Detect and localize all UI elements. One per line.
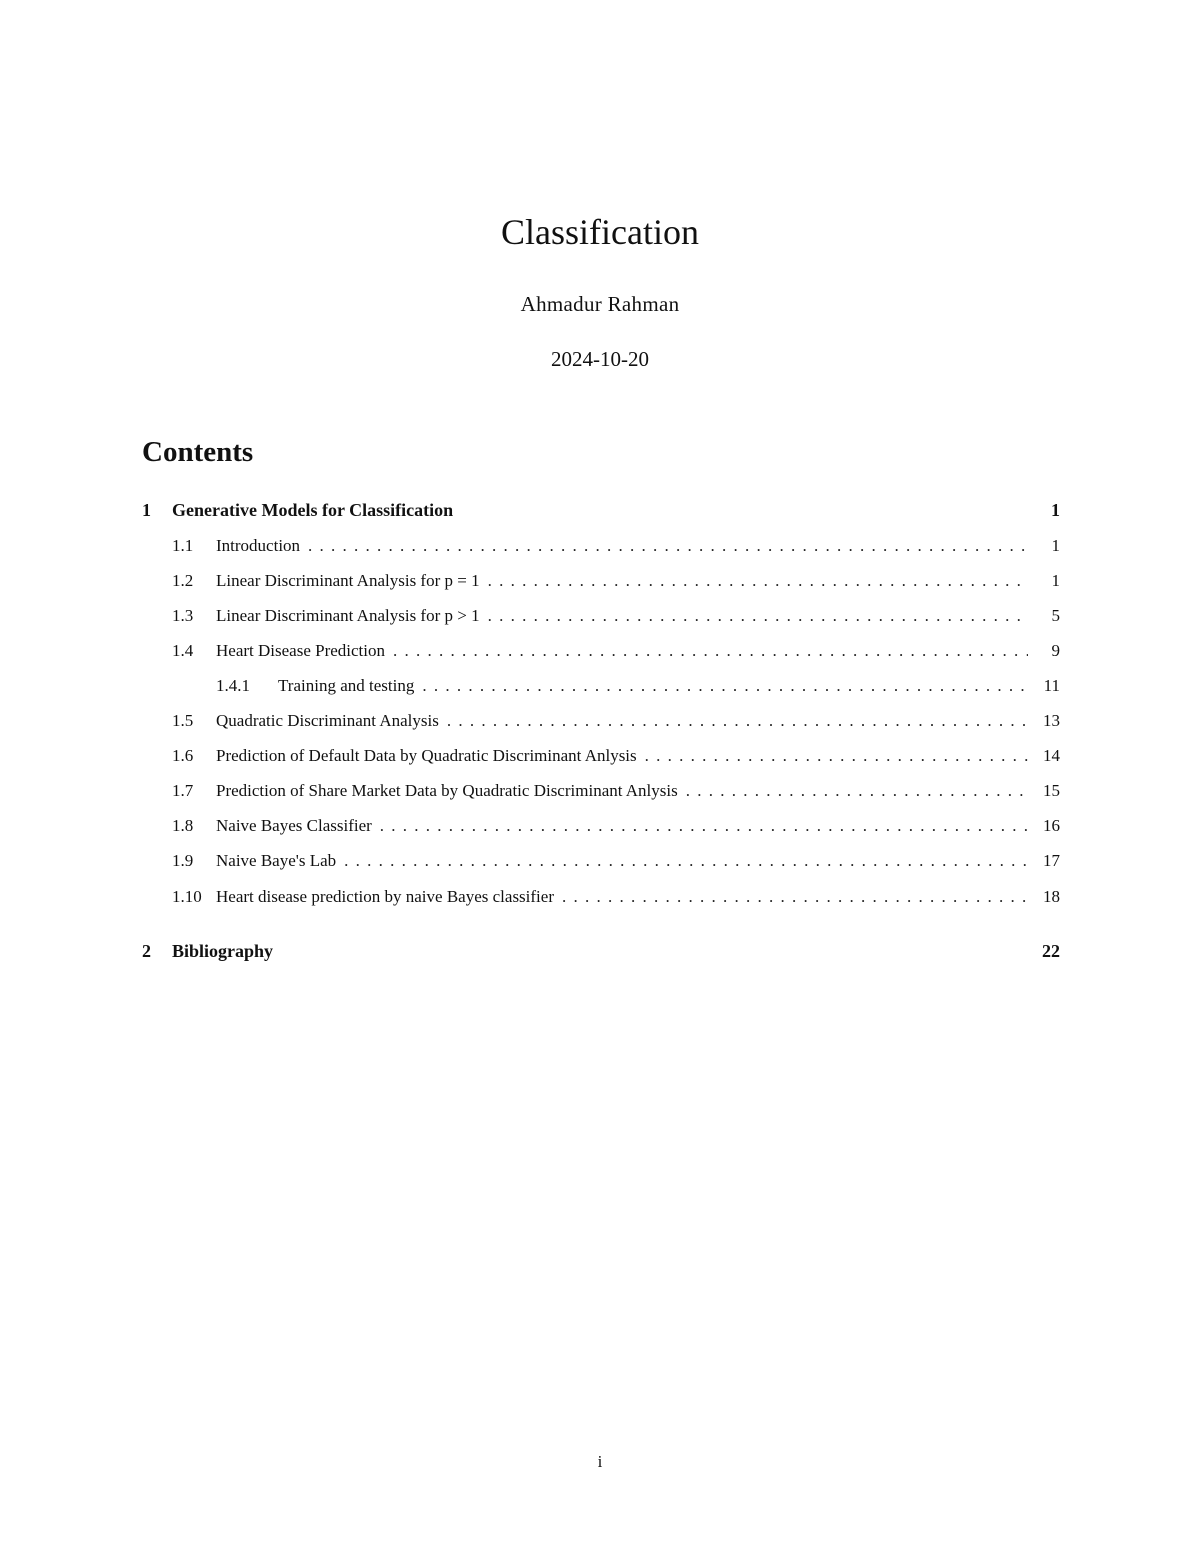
- toc-entry-label: Heart disease prediction by naive Bayes classifier: [216, 887, 554, 906]
- toc-entry-section-1-7[interactable]: [142, 777, 1060, 805]
- toc-entry-page: 14: [1043, 746, 1060, 765]
- toc-leader-dots: [393, 637, 1028, 665]
- contents-heading: Contents: [142, 436, 254, 468]
- toc-entry-page: 5: [1051, 606, 1060, 625]
- toc-leader-dots: [308, 532, 1028, 560]
- toc-entry-label: Linear Discriminant Analysis for p > 1: [216, 606, 480, 625]
- toc-entry-label: Prediction of Default Data by Quadratic Discriminant Anlysis: [216, 746, 637, 765]
- document-date: 2024-10-20: [551, 347, 649, 371]
- toc-entry-page: 16: [1043, 816, 1060, 835]
- toc-entry-section-1-1[interactable]: [142, 532, 1060, 560]
- toc-leader-dots: [488, 567, 1028, 595]
- toc-entry-section-1-6[interactable]: [142, 742, 1060, 770]
- toc-entry-number: 1.2: [172, 571, 194, 590]
- toc-entry-number: 2: [142, 941, 151, 961]
- toc-entry-number: 1.7: [172, 781, 194, 800]
- document-title: Classification: [501, 212, 699, 252]
- toc-entry-page: 15: [1043, 781, 1060, 800]
- toc-entry-label: Quadratic Discriminant Analysis: [216, 711, 439, 730]
- toc-entry-number: 1.1: [172, 536, 194, 555]
- toc-entry-number: 1.10: [172, 887, 202, 906]
- toc-entry-number: 1.4.1: [216, 676, 250, 695]
- toc-entry-number: 1.8: [172, 816, 194, 835]
- toc-entry-label: Naive Bayes Classifier: [216, 816, 372, 835]
- toc-entry-section-1-2[interactable]: [142, 567, 1060, 595]
- toc-leader-dots: [645, 742, 1028, 770]
- toc-entry-label: Introduction: [216, 536, 301, 555]
- toc-leader-dots: [380, 812, 1028, 840]
- toc-entry-number: 1.9: [172, 851, 194, 870]
- toc-entry-page: 11: [1043, 676, 1060, 695]
- toc-entry-page: 22: [1042, 941, 1060, 961]
- toc-entry-chapter-1[interactable]: [142, 496, 1060, 524]
- toc-entry-label: Training and testing: [278, 676, 415, 695]
- toc-entry-section-1-5[interactable]: [142, 707, 1060, 735]
- page-number: i: [597, 1452, 603, 1471]
- toc-entry-chapter-2[interactable]: [142, 937, 1060, 965]
- toc-entry-label: Naive Baye's Lab: [216, 851, 337, 870]
- toc-entry-number: 1.6: [172, 746, 194, 765]
- toc-entry-page: 1: [1051, 536, 1060, 555]
- toc-entry-page: 17: [1043, 851, 1060, 870]
- toc-entry-page: 13: [1043, 711, 1060, 730]
- toc-entry-page: 1: [1051, 500, 1060, 520]
- toc-entry-number: 1: [142, 500, 151, 520]
- toc-entry-page: 9: [1051, 641, 1060, 660]
- toc-entry-label: Heart Disease Prediction: [216, 641, 385, 660]
- toc-entry-label: Prediction of Share Market Data by Quadratic Discriminant Anlysis: [216, 781, 678, 800]
- toc-entry-subsection-1-4-1[interactable]: [142, 672, 1060, 700]
- toc-entry-section-1-8[interactable]: [142, 812, 1060, 840]
- toc-leader-dots: [447, 707, 1028, 735]
- toc-leader-dots: [422, 672, 1028, 700]
- toc-entry-section-1-9[interactable]: [142, 847, 1060, 875]
- toc-entry-label: Linear Discriminant Analysis for p = 1: [216, 571, 480, 590]
- toc-entry-page: 18: [1043, 887, 1060, 906]
- toc-entry-page: 1: [1051, 571, 1060, 590]
- toc-leader-dots: [686, 777, 1028, 805]
- toc-entry-label: Generative Models for Classification: [172, 500, 454, 520]
- toc-entry-number: 1.4: [172, 641, 194, 660]
- toc-entry-section-1-4[interactable]: [142, 637, 1060, 665]
- toc-entry-section-1-3[interactable]: [142, 602, 1060, 630]
- toc-entry-label: Bibliography: [172, 941, 274, 961]
- toc-leader-dots: [344, 847, 1028, 875]
- toc-leader-dots: [488, 602, 1028, 630]
- document-author: Ahmadur Rahman: [520, 292, 680, 316]
- toc-entry-section-1-10[interactable]: [142, 883, 1060, 911]
- toc-entry-number: 1.5: [172, 711, 194, 730]
- toc-leader-dots: [562, 883, 1028, 911]
- toc-entry-number: 1.3: [172, 606, 194, 625]
